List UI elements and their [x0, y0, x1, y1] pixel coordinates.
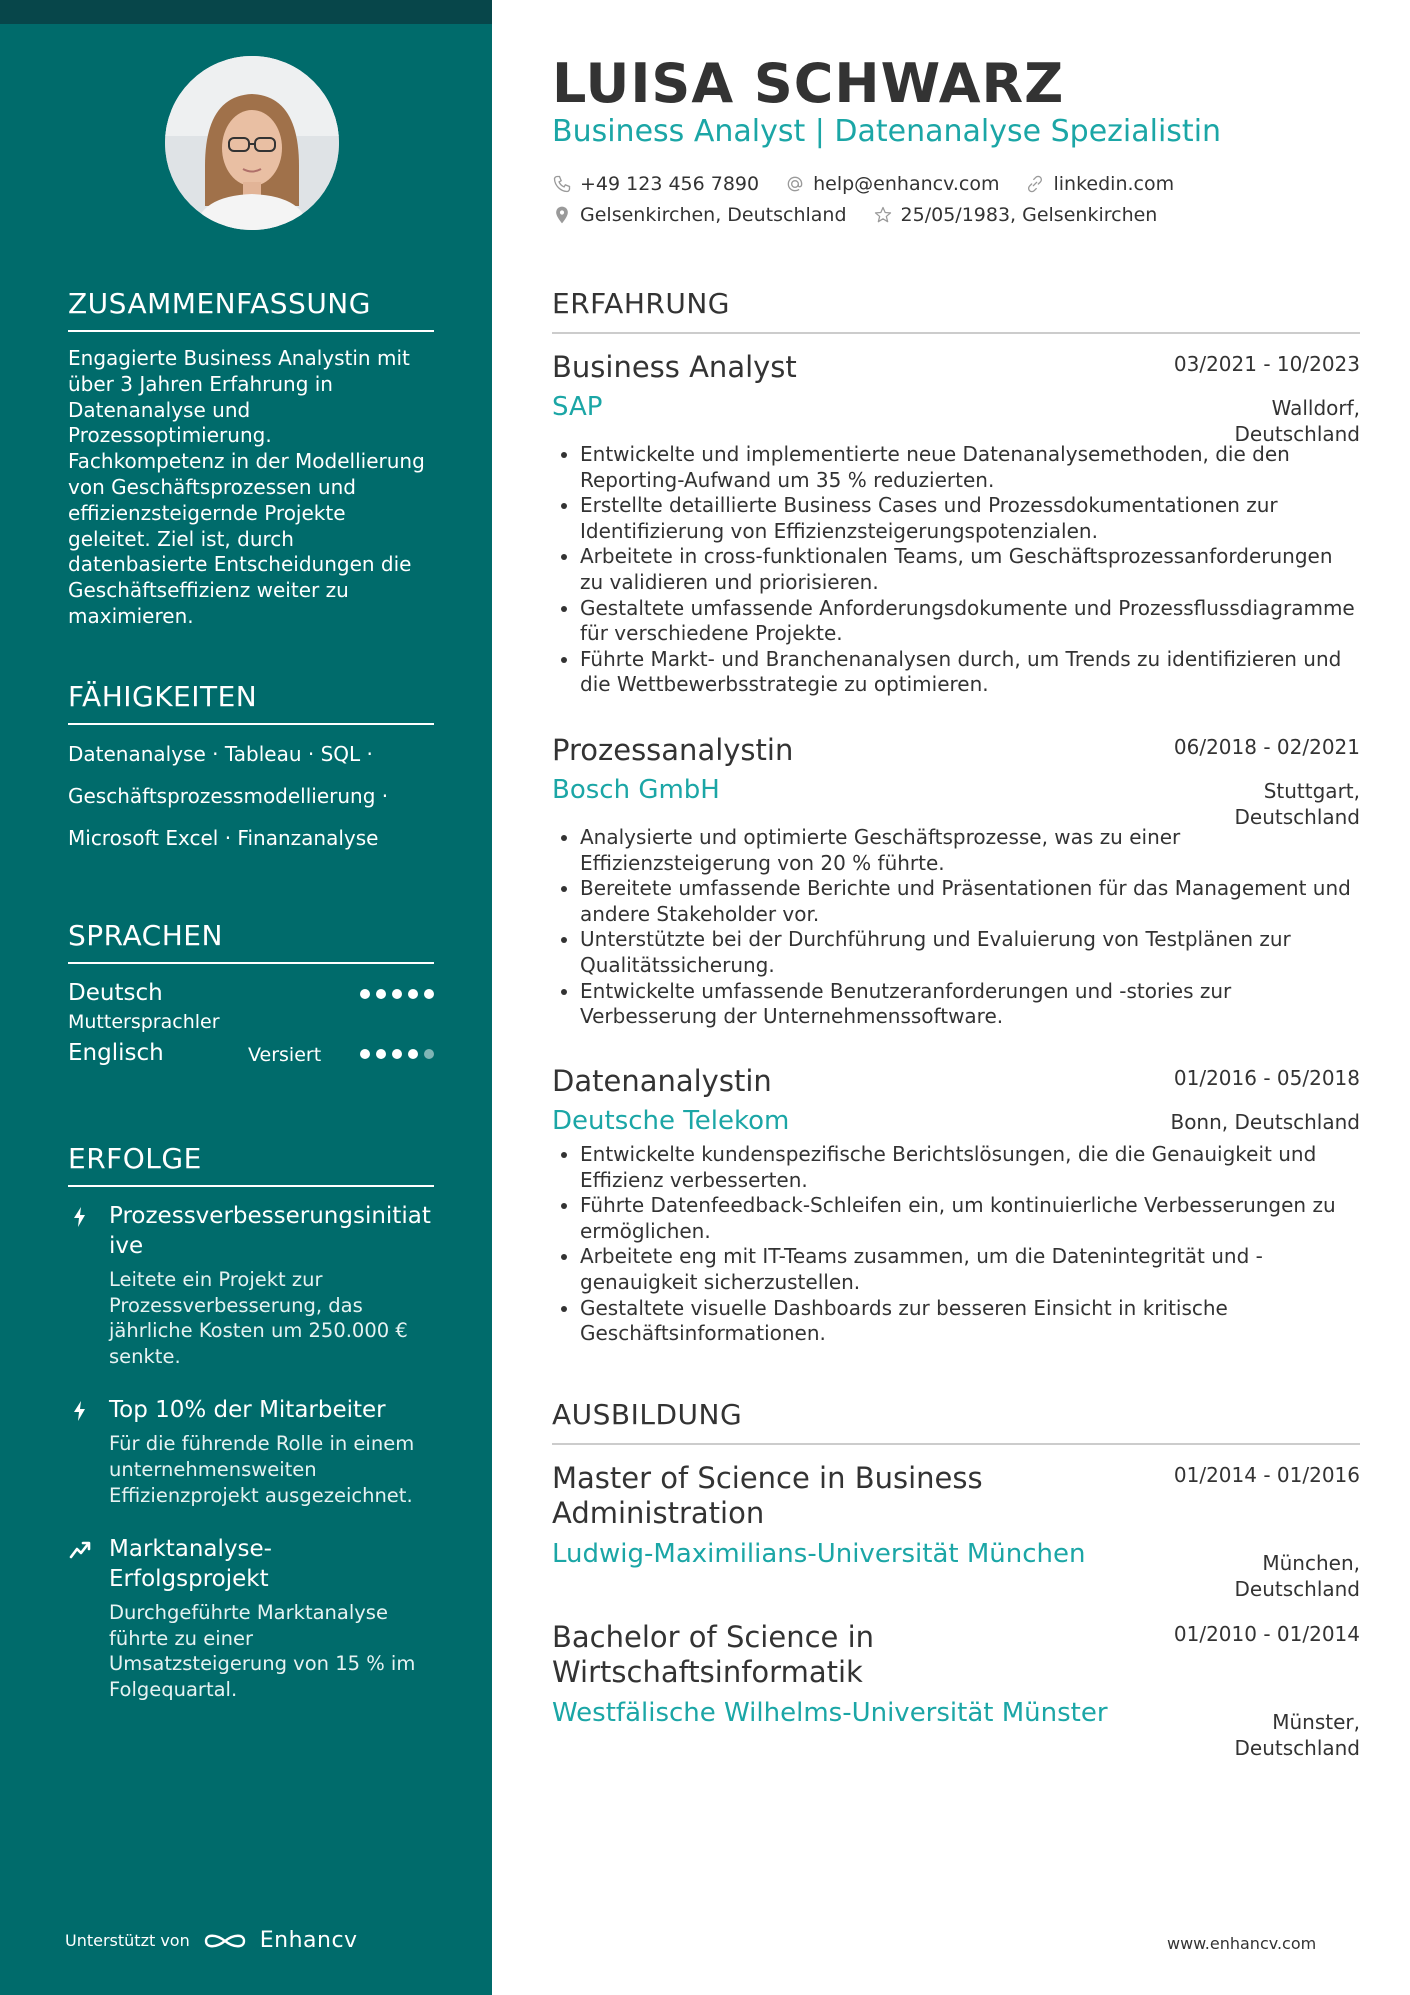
profile-photo — [165, 56, 339, 230]
contact-location — [552, 204, 847, 226]
rating-dot — [424, 989, 434, 999]
skills-title: FÄHIGKEITEN — [68, 680, 434, 725]
location-text: Gelsenkirchen, Deutschland — [580, 203, 847, 226]
job-title: Datenanalystin — [552, 1064, 772, 1098]
education-degree: Master of Science in Business Administration — [552, 1461, 983, 1530]
skills-list — [68, 733, 434, 859]
achievement-desc: Leitete ein Projekt zur Prozessverbesserung, das jährliche Kosten um 250.000 € senkte. — [109, 1268, 408, 1368]
language-row — [68, 980, 434, 1044]
job-bullet: • Gestaltete umfassende Anforderungsdokumente und Prozessflussdiagramme für verschiedene Projekte. — [580, 596, 1360, 647]
footer-site[interactable]: www.enhancv.com — [1167, 1934, 1317, 1953]
achievements-section — [68, 1142, 434, 1703]
job-bullet: • Arbeitete in cross-funktionalen Teams, um Geschäftsprozessanforderungen zu validieren und priorisieren. — [580, 544, 1360, 595]
contact-info — [552, 168, 1174, 230]
lightning-icon — [68, 1399, 92, 1423]
email-text: help@enhancv.com — [813, 172, 1000, 195]
summary-text: Engagierte Business Analystin mit über 3 Jahren Erfahrung in Datenanalyse und Prozessoptimierung. Fachkompetenz in der Modellierung von Geschäftsprozessen und effizienzsteigernde Projekte geleitet. Ziel ist, durch datenbasierte Entscheidungen die Geschäftseffizienz weiter zu maximieren. — [68, 346, 425, 628]
powered-by — [65, 1928, 358, 1953]
achievement-item — [68, 1395, 434, 1508]
job-location: Bonn, Deutschland — [1170, 1110, 1360, 1134]
phone-icon — [552, 174, 572, 194]
sidebar-top-bar — [0, 0, 492, 24]
enhancv-logo-icon — [202, 1930, 248, 1952]
rating-dot — [360, 1049, 370, 1059]
job-company: Bosch GmbH — [552, 775, 720, 805]
rating-dot — [392, 1049, 402, 1059]
language-name: Englisch — [68, 1040, 164, 1066]
enhancv-brand: Enhancv — [259, 1928, 358, 1953]
rating-dot-empty — [424, 1049, 434, 1059]
job-date: 06/2018 - 02/2021 — [1173, 735, 1360, 759]
main-content — [492, 0, 1410, 1995]
job-entry — [552, 350, 1360, 698]
language-rating — [360, 1049, 434, 1059]
job-title: Business Analyst — [552, 350, 797, 384]
language-name: Deutsch — [68, 980, 163, 1006]
achievement-title: Marktanalyse-Erfolgsprojekt — [109, 1536, 272, 1593]
linkedin-text: linkedin.com — [1053, 172, 1175, 195]
at-icon — [785, 174, 805, 194]
sidebar — [0, 0, 492, 1995]
profile-photo-image — [165, 56, 339, 230]
job-bullet: • Gestaltete visuelle Dashboards zur besseren Einsicht in kritische Geschäftsinformationen. — [580, 1296, 1360, 1347]
rating-dot — [408, 1049, 418, 1059]
contact-email[interactable] — [785, 173, 999, 195]
skills-section — [68, 680, 434, 859]
achievements-title: ERFOLGE — [68, 1142, 434, 1187]
location-pin-icon — [552, 205, 572, 225]
star-icon — [873, 205, 893, 225]
languages-title: SPRACHEN — [68, 919, 434, 964]
job-date: 03/2021 - 10/2023 — [1173, 352, 1360, 376]
rating-dot — [408, 989, 418, 999]
job-location: Walldorf, Deutschland — [1234, 396, 1360, 446]
candidate-subtitle: Business Analyst | Datenanalyse Spezialistin — [552, 114, 1222, 149]
job-bullet: • Entwickelte kundenspezifische Berichtslösungen, die die Genauigkeit und Effizienz verbesserten. — [580, 1142, 1360, 1193]
contact-birth — [873, 204, 1158, 226]
education-title: AUSBILDUNG — [552, 1398, 1360, 1445]
job-bullet: • Entwickelte und implementierte neue Datenanalysemethoden, die den Reporting-Aufwand um 35 % reduzierten. — [580, 442, 1360, 493]
lightning-icon — [68, 1205, 92, 1229]
link-icon — [1025, 174, 1045, 194]
job-bullet: • Unterstützte bei der Durchführung und Evaluierung von Testplänen zur Qualitätssicherung. — [580, 927, 1360, 978]
education-date: 01/2010 - 01/2014 — [1173, 1622, 1360, 1646]
education-degree: Bachelor of Science in Wirtschaftsinformatik — [552, 1620, 875, 1689]
rating-dot — [376, 1049, 386, 1059]
rating-dot — [392, 989, 402, 999]
job-bullets — [552, 825, 1360, 1030]
summary-title: ZUSAMMENFASSUNG — [68, 287, 434, 332]
language-rating — [360, 989, 434, 999]
job-company: SAP — [552, 392, 603, 422]
language-sub: Muttersprachler — [68, 1011, 220, 1033]
contact-phone — [552, 173, 759, 195]
powered-by-label: Unterstützt von — [65, 1931, 190, 1950]
achievement-item — [68, 1534, 434, 1702]
job-bullets — [552, 442, 1360, 698]
education-location: München, Deutschland — [1234, 1551, 1360, 1601]
skills-line: Microsoft Excel · Finanzanalyse — [68, 826, 379, 850]
experience-title: ERFAHRUNG — [552, 287, 1360, 334]
summary-section — [68, 287, 434, 630]
job-bullet: • Führte Markt- und Branchenanalysen durch, um Trends zu identifizieren und die Wettbewerbsstrategie zu optimieren. — [580, 647, 1360, 698]
language-row — [68, 1040, 434, 1104]
education-location: Münster, Deutschland — [1234, 1710, 1360, 1760]
phone-text: +49 123 456 7890 — [580, 172, 760, 195]
job-bullet: • Erstellte detaillierte Business Cases und Prozessdokumentationen zur Identifizierung von Effizienzsteigerungspotenzialen. — [580, 493, 1360, 544]
job-entry — [552, 1064, 1360, 1347]
chart-arrow-icon — [68, 1538, 92, 1562]
job-bullet: • Entwickelte umfassende Benutzeranforderungen und -stories zur Verbesserung der Unternehmenssoftware. — [580, 979, 1360, 1030]
education-school: Ludwig-Maximilians-Universität München — [552, 1539, 1086, 1569]
achievement-desc: Für die führende Rolle in einem unternehmensweiten Effizienzprojekt ausgezeichnet. — [109, 1432, 415, 1507]
job-entry — [552, 733, 1360, 1030]
achievement-title: Prozessverbesserungsinitiative — [109, 1203, 431, 1259]
job-company: Deutsche Telekom — [552, 1106, 790, 1136]
job-bullet: • Arbeitete eng mit IT-Teams zusammen, um die Datenintegrität und -genauigkeit sicherzustellen. — [580, 1244, 1360, 1295]
education-school: Westfälische Wilhelms-Universität Münster — [552, 1698, 1108, 1728]
contact-linkedin[interactable] — [1025, 173, 1174, 195]
languages-section — [68, 919, 434, 1104]
education-entry — [552, 1620, 1360, 1760]
language-level: Versiert — [248, 1044, 322, 1066]
rating-dot — [376, 989, 386, 999]
education-entry — [552, 1461, 1360, 1601]
achievement-title: Top 10% der Mitarbeiter — [109, 1397, 386, 1424]
candidate-name: LUISA SCHWARZ — [552, 52, 1065, 115]
education-date: 01/2014 - 01/2016 — [1173, 1463, 1360, 1487]
job-bullets — [552, 1142, 1360, 1347]
achievement-desc: Durchgeführte Marktanalyse führte zu einer Umsatzsteigerung von 15 % im Folgequartal. — [109, 1601, 416, 1701]
job-date: 01/2016 - 05/2018 — [1173, 1066, 1360, 1090]
job-title: Prozessanalystin — [552, 733, 794, 767]
rating-dot — [360, 989, 370, 999]
job-bullet: • Führte Datenfeedback-Schleifen ein, um kontinuierliche Verbesserungen zu ermöglichen. — [580, 1193, 1360, 1244]
job-bullet: • Bereitete umfassende Berichte und Präsentationen für das Management und andere Stakeholder vor. — [580, 876, 1360, 927]
skills-line: Geschäftsprozessmodellierung · — [68, 784, 389, 808]
achievement-item — [68, 1201, 434, 1369]
skills-line: Datenanalyse · Tableau · SQL · — [68, 742, 373, 766]
birth-text: 25/05/1983, Gelsenkirchen — [900, 203, 1158, 226]
job-location: Stuttgart, Deutschland — [1234, 779, 1360, 829]
job-bullet: • Analysierte und optimierte Geschäftsprozesse, was zu einer Effizienzsteigerung von 20 % führte. — [580, 825, 1360, 876]
